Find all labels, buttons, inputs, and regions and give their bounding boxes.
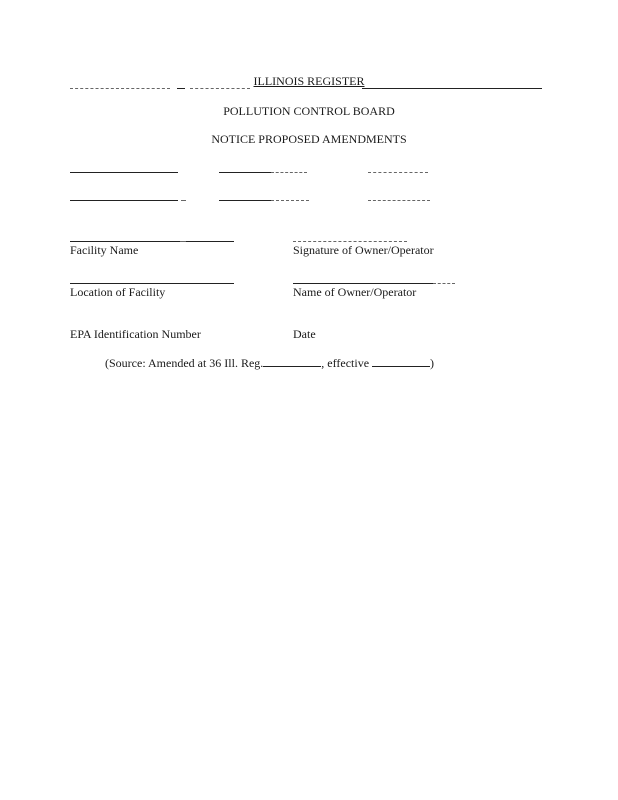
header-rule-right — [362, 88, 542, 89]
blank-line-r2-c1-tail — [181, 200, 186, 201]
owner-name-label: Name of Owner/Operator — [293, 285, 417, 299]
blank-line-r2-c2a — [219, 200, 271, 201]
blank-line-r1-c2b — [271, 172, 307, 173]
source-suffix: ) — [430, 356, 435, 370]
owner-name-line-tail — [433, 283, 455, 284]
location-label: Location of Facility — [70, 285, 166, 299]
register-blank — [263, 355, 321, 367]
blank-line-r1-c2a — [219, 172, 271, 173]
blank-line-r1-c1 — [70, 172, 178, 173]
source-note — [105, 355, 434, 370]
source-effective: , effective — [321, 356, 370, 370]
facility-name-line-end — [186, 241, 234, 242]
facility-name-label: Facility Name — [70, 243, 139, 257]
source-prefix: (Source: Amended at 36 Ill. Reg. — [105, 356, 264, 370]
location-line — [70, 283, 234, 284]
register-title: ILLINOIS REGISTER — [253, 74, 365, 88]
blank-line-r2-c1 — [70, 200, 178, 201]
blank-line-r2-c2b — [271, 200, 309, 201]
owner-name-line — [293, 283, 433, 284]
facility-name-line — [70, 241, 180, 242]
effective-blank — [372, 355, 430, 367]
header-rule-mark — [177, 88, 185, 89]
header-rule-left-dash — [70, 88, 170, 89]
signature-line — [293, 241, 407, 242]
signature-label: Signature of Owner/Operator — [293, 243, 434, 257]
epa-id-label: EPA Identification Number — [70, 327, 201, 341]
board-title: POLLUTION CONTROL BOARD — [223, 104, 395, 118]
header-rule-mid-dash — [190, 88, 250, 89]
blank-line-r1-c3 — [368, 172, 428, 173]
blank-line-r2-c3 — [368, 200, 430, 201]
notice-title: NOTICE PROPOSED AMENDMENTS — [211, 132, 407, 146]
date-label: Date — [293, 327, 316, 341]
